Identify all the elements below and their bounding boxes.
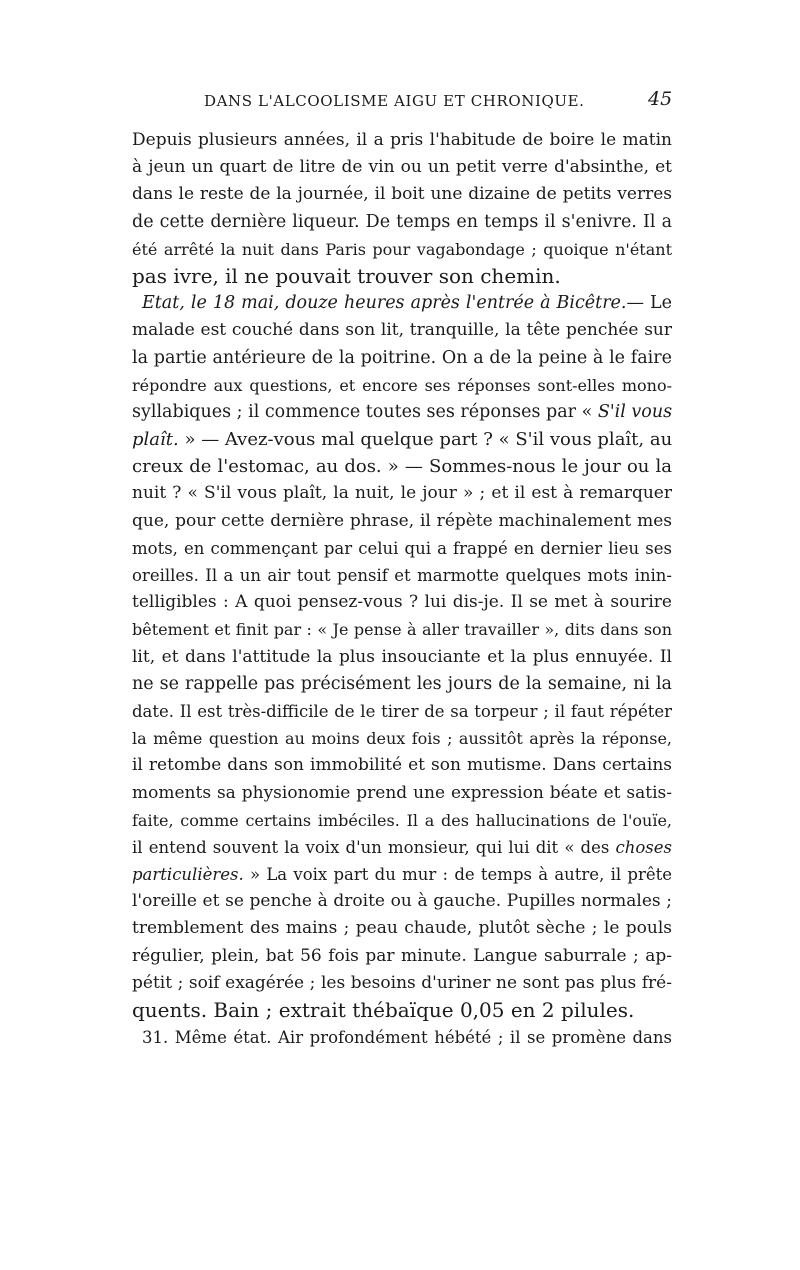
- italic-text: Etat, le 18 mai, douze heures après l'entrée à Bicêtre.: [142, 293, 627, 314]
- italic-text: S'il vous: [597, 401, 672, 422]
- text-segment: la partie antérieure de la poitrine. On a de la peine à le faire: [132, 347, 672, 368]
- text-line: [132, 725, 672, 752]
- text-line: [132, 780, 672, 807]
- italic-text: particulières.: [132, 865, 244, 885]
- text-line: [132, 752, 672, 779]
- text-line: [132, 480, 672, 507]
- text-segment: Depuis plusieurs années, il a pris l'habitude de boire le matin: [132, 130, 672, 150]
- text-line: [132, 834, 672, 861]
- text-segment: — Le: [626, 293, 672, 314]
- text-line: [132, 453, 672, 480]
- text-line: [132, 290, 672, 317]
- text-segment: pétit ; soif exagérée ; les besoins d'uriner ne sont pas plus fré-: [132, 972, 672, 993]
- text-segment: syllabiques ; il commence toutes ses réponses par «: [132, 401, 598, 422]
- text-segment: oreilles. Il a un air tout pensif et marmotte quelques mots inin-: [132, 566, 672, 585]
- text-segment: que, pour cette dernière phrase, il répète machinalement mes: [132, 510, 672, 531]
- text-line: [132, 562, 672, 589]
- text-line: [132, 399, 672, 426]
- text-segment: dans le reste de la journée, il boit une dizaine de petits verres: [132, 184, 672, 205]
- text-segment: régulier, plein, bat 56 fois par minute. Langue saburrale ; ap-: [132, 945, 672, 966]
- text-line: [132, 317, 672, 344]
- text-segment: il entend souvent la voix d'un monsieur, qui lui dit « des: [132, 837, 616, 857]
- text-line: [132, 508, 672, 535]
- text-line: [132, 861, 672, 888]
- text-line: [132, 1024, 672, 1051]
- text-segment: creux de l'estomac, au dos. » — Sommes-nous le jour ou la: [132, 456, 672, 478]
- text-segment: faite, comme certains imbéciles. Il a des hallucinations de l'ouïe,: [132, 810, 672, 830]
- text-line: [132, 616, 672, 643]
- text-segment: telligibles : A quoi pensez-vous ? lui dis-je. Il se met à sourire: [132, 592, 672, 613]
- text-line: [132, 915, 672, 942]
- text-line: [132, 154, 672, 181]
- text-segment: l'oreille et se penche à droite ou à gauche. Pupilles normales ;: [132, 891, 672, 912]
- text-line: [132, 209, 672, 236]
- text-segment: été arrêté la nuit dans Paris pour vagabondage ; quoique n'étant: [132, 239, 672, 259]
- text-line: [132, 970, 672, 997]
- page-number: 45: [648, 88, 673, 110]
- text-segment: moments sa physionomie prend une expression béate et satis-: [132, 782, 672, 803]
- text-segment: il retombe dans son immobilité et son mutisme. Dans certains: [132, 755, 672, 776]
- text-line: [132, 345, 672, 372]
- text-line: [132, 589, 672, 616]
- italic-text: choses: [615, 837, 672, 857]
- italic-text: plaît.: [132, 429, 179, 451]
- text-segment: la même question au moins deux fois ; aussitôt après la réponse,: [132, 729, 672, 749]
- text-segment: nuit ? « S'il vous plaît, la nuit, le jour » ; et il est à remarquer: [132, 483, 672, 504]
- text-line: [132, 671, 672, 698]
- text-segment: mots, en commençant par celui qui a frappé en dernier lieu ses: [132, 538, 672, 558]
- text-segment: quents. Bain ; extrait thébaïque 0,05 en 2 pilules.: [132, 998, 635, 1022]
- running-title: DANS L'ALCOOLISME AIGU ET CHRONIQUE.: [204, 92, 585, 110]
- text-segment: à jeun un quart de litre de vin ou un petit verre d'absinthe, et: [132, 157, 672, 178]
- text-segment: » — Avez-vous mal quelque part ? « S'il vous plaît, au: [178, 429, 672, 451]
- text-line: [132, 127, 672, 154]
- text-segment: de cette dernière liqueur. De temps en temps il s'enivre. Il a: [132, 211, 672, 232]
- text-segment: pas ivre, il ne pouvait trouver son chemin.: [132, 263, 561, 288]
- text-line: [132, 426, 672, 453]
- text-line: [132, 888, 672, 915]
- text-line: [132, 644, 672, 671]
- text-line: [132, 807, 672, 834]
- text-segment: 31. Même état. Air profondément hébété ; il se promène dans: [142, 1028, 672, 1048]
- text-line: [132, 372, 672, 399]
- text-segment: malade est couché dans son lit, tranquille, la tête penchée sur: [132, 320, 672, 341]
- text-segment: bêtement et finit par : « Je pense à aller travailler », dits dans son: [132, 620, 672, 640]
- text-segment: lit, et dans l'attitude la plus insouciante et la plus ennuyée. Il: [132, 646, 672, 667]
- text-line: [132, 535, 672, 562]
- text-segment: date. Il est très-difficile de le tirer de sa torpeur ; il faut répéter: [132, 701, 672, 721]
- text-line: [132, 698, 672, 725]
- text-line: [132, 181, 672, 208]
- text-segment: tremblement des mains ; peau chaude, plutôt sèche ; le pouls: [132, 918, 672, 939]
- text-line: [132, 943, 672, 970]
- text-line: [132, 997, 672, 1024]
- text-segment: répondre aux questions, et encore ses réponses sont-elles mono-: [132, 375, 672, 395]
- text-line: [132, 263, 672, 290]
- body-text: [132, 127, 672, 1051]
- text-segment: » La voix part du mur : de temps à autre, il prête: [243, 865, 672, 885]
- text-line: [132, 236, 672, 263]
- text-segment: ne se rappelle pas précisément les jours de la semaine, ni la: [132, 673, 672, 694]
